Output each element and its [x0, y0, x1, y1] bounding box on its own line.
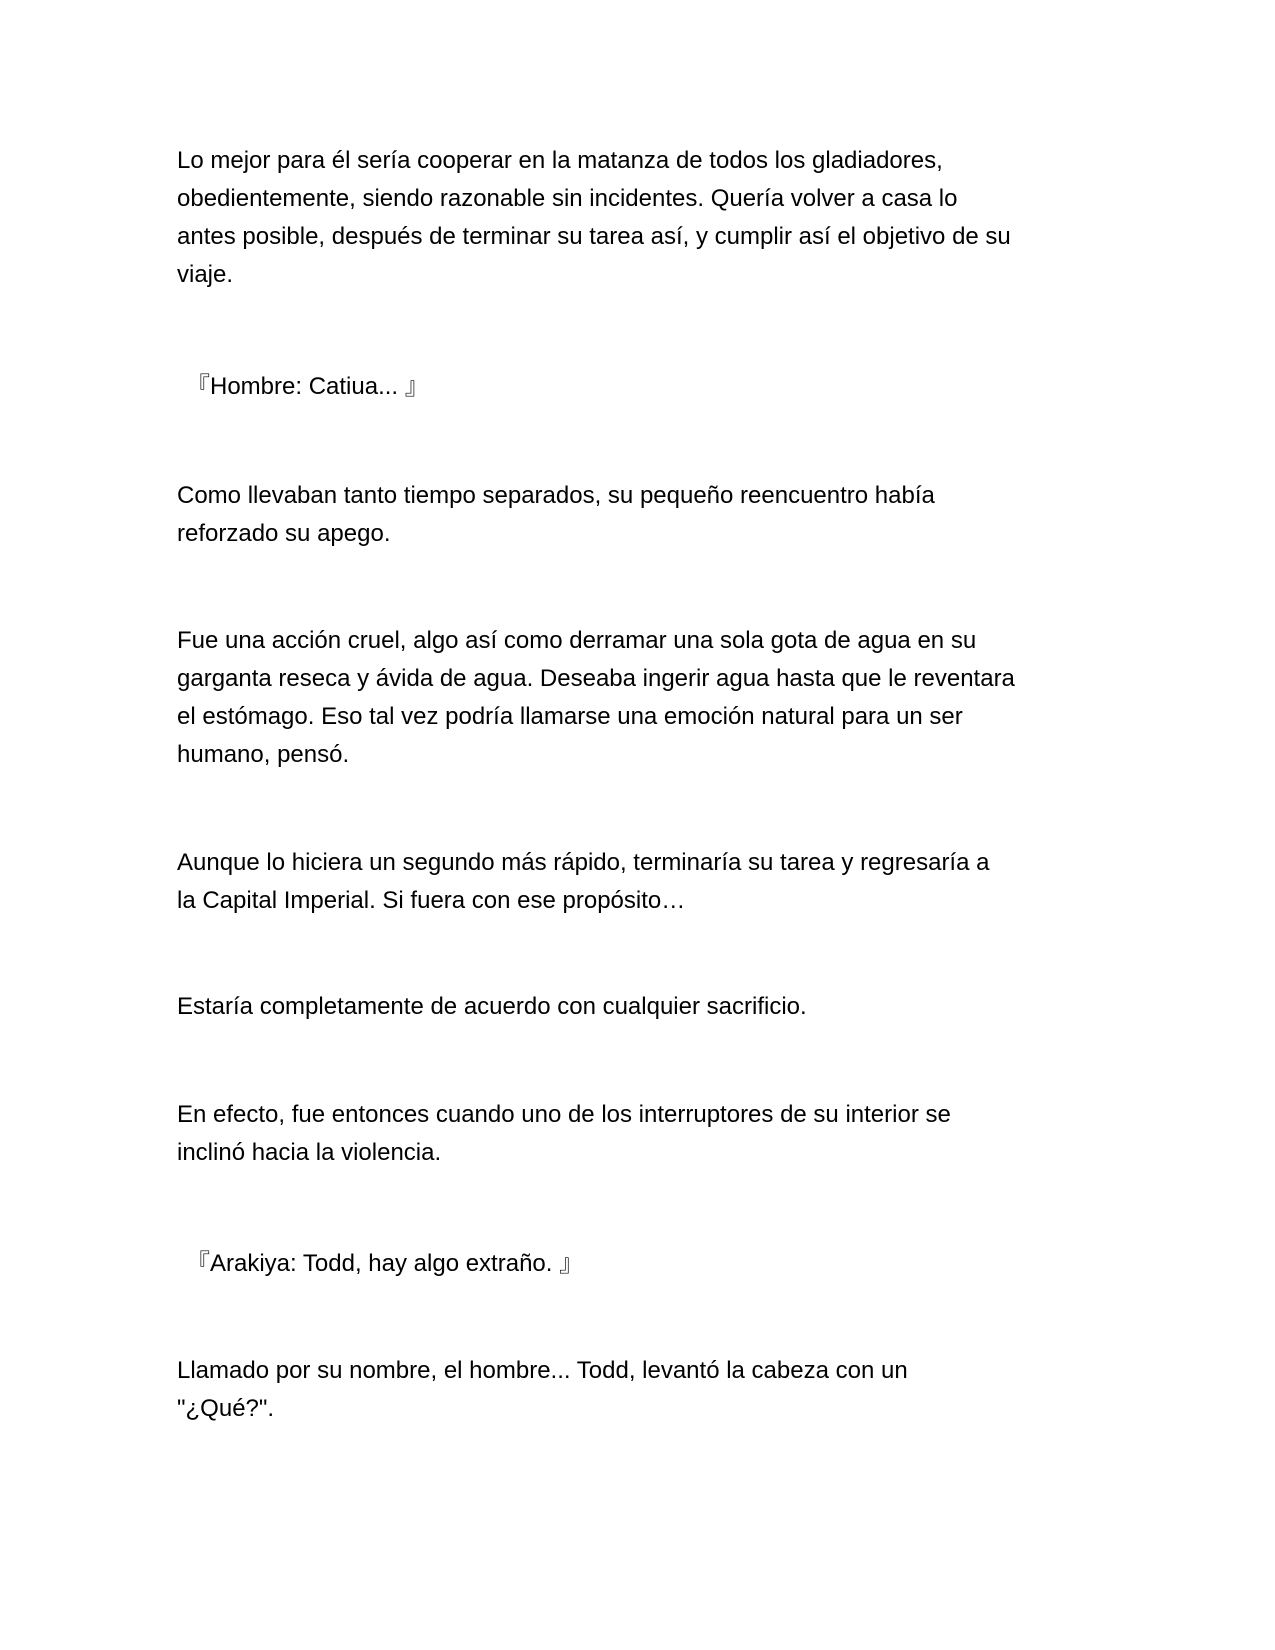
paragraph-line: Aunque lo hiciera un segundo más rápido, terminaría su tarea y regresaría a: [177, 849, 990, 876]
paragraph-4: [177, 844, 1107, 920]
paragraph-line: el estómago. Eso tal vez podría llamarse una emoción natural para un ser: [177, 703, 963, 730]
paragraph-5: [177, 988, 1107, 1026]
paragraph-line: garganta reseca y ávida de agua. Deseaba ingerir agua hasta que le reventara: [177, 665, 1015, 692]
paragraph-3: [177, 622, 1107, 774]
paragraph-7: [177, 1352, 1107, 1428]
paragraph-line: Como llevaban tanto tiempo separados, su pequeño reencuentro había: [177, 482, 935, 509]
paragraph-line: humano, pensó.: [177, 741, 350, 768]
paragraph-line: Llamado por su nombre, el hombre... Todd, levantó la cabeza con un: [177, 1357, 908, 1384]
paragraph-line: obedientemente, siendo razonable sin incidentes. Quería volver a casa lo: [177, 185, 958, 212]
paragraph-line: viaje.: [177, 261, 234, 288]
paragraph-line: Fue una acción cruel, algo así como derramar una sola gota de agua en su: [177, 627, 977, 654]
dialogue-hombre: 『Hombre: Catiua... 』: [186, 373, 429, 400]
paragraph-line: la Capital Imperial. Si fuera con ese propósito…: [177, 887, 686, 914]
paragraph-line: "¿Qué?".: [177, 1395, 275, 1422]
paragraph-1: [177, 142, 1107, 294]
dialogue-arakiya: 『Arakiya: Todd, hay algo extraño. 』: [186, 1250, 584, 1277]
paragraph-line: reforzado su apego.: [177, 520, 391, 547]
paragraph-line: Estaría completamente de acuerdo con cualquier sacrificio.: [177, 993, 807, 1020]
paragraph-line: En efecto, fue entonces cuando uno de los interruptores de su interior se: [177, 1101, 951, 1128]
paragraph-6: [177, 1096, 1107, 1172]
paragraph-line: antes posible, después de terminar su tarea así, y cumplir así el objetivo de su: [177, 223, 1011, 250]
paragraph-line: Lo mejor para él sería cooperar en la matanza de todos los gladiadores,: [177, 147, 943, 174]
paragraph-line: inclinó hacia la violencia.: [177, 1139, 442, 1166]
paragraph-2: [177, 477, 1107, 553]
